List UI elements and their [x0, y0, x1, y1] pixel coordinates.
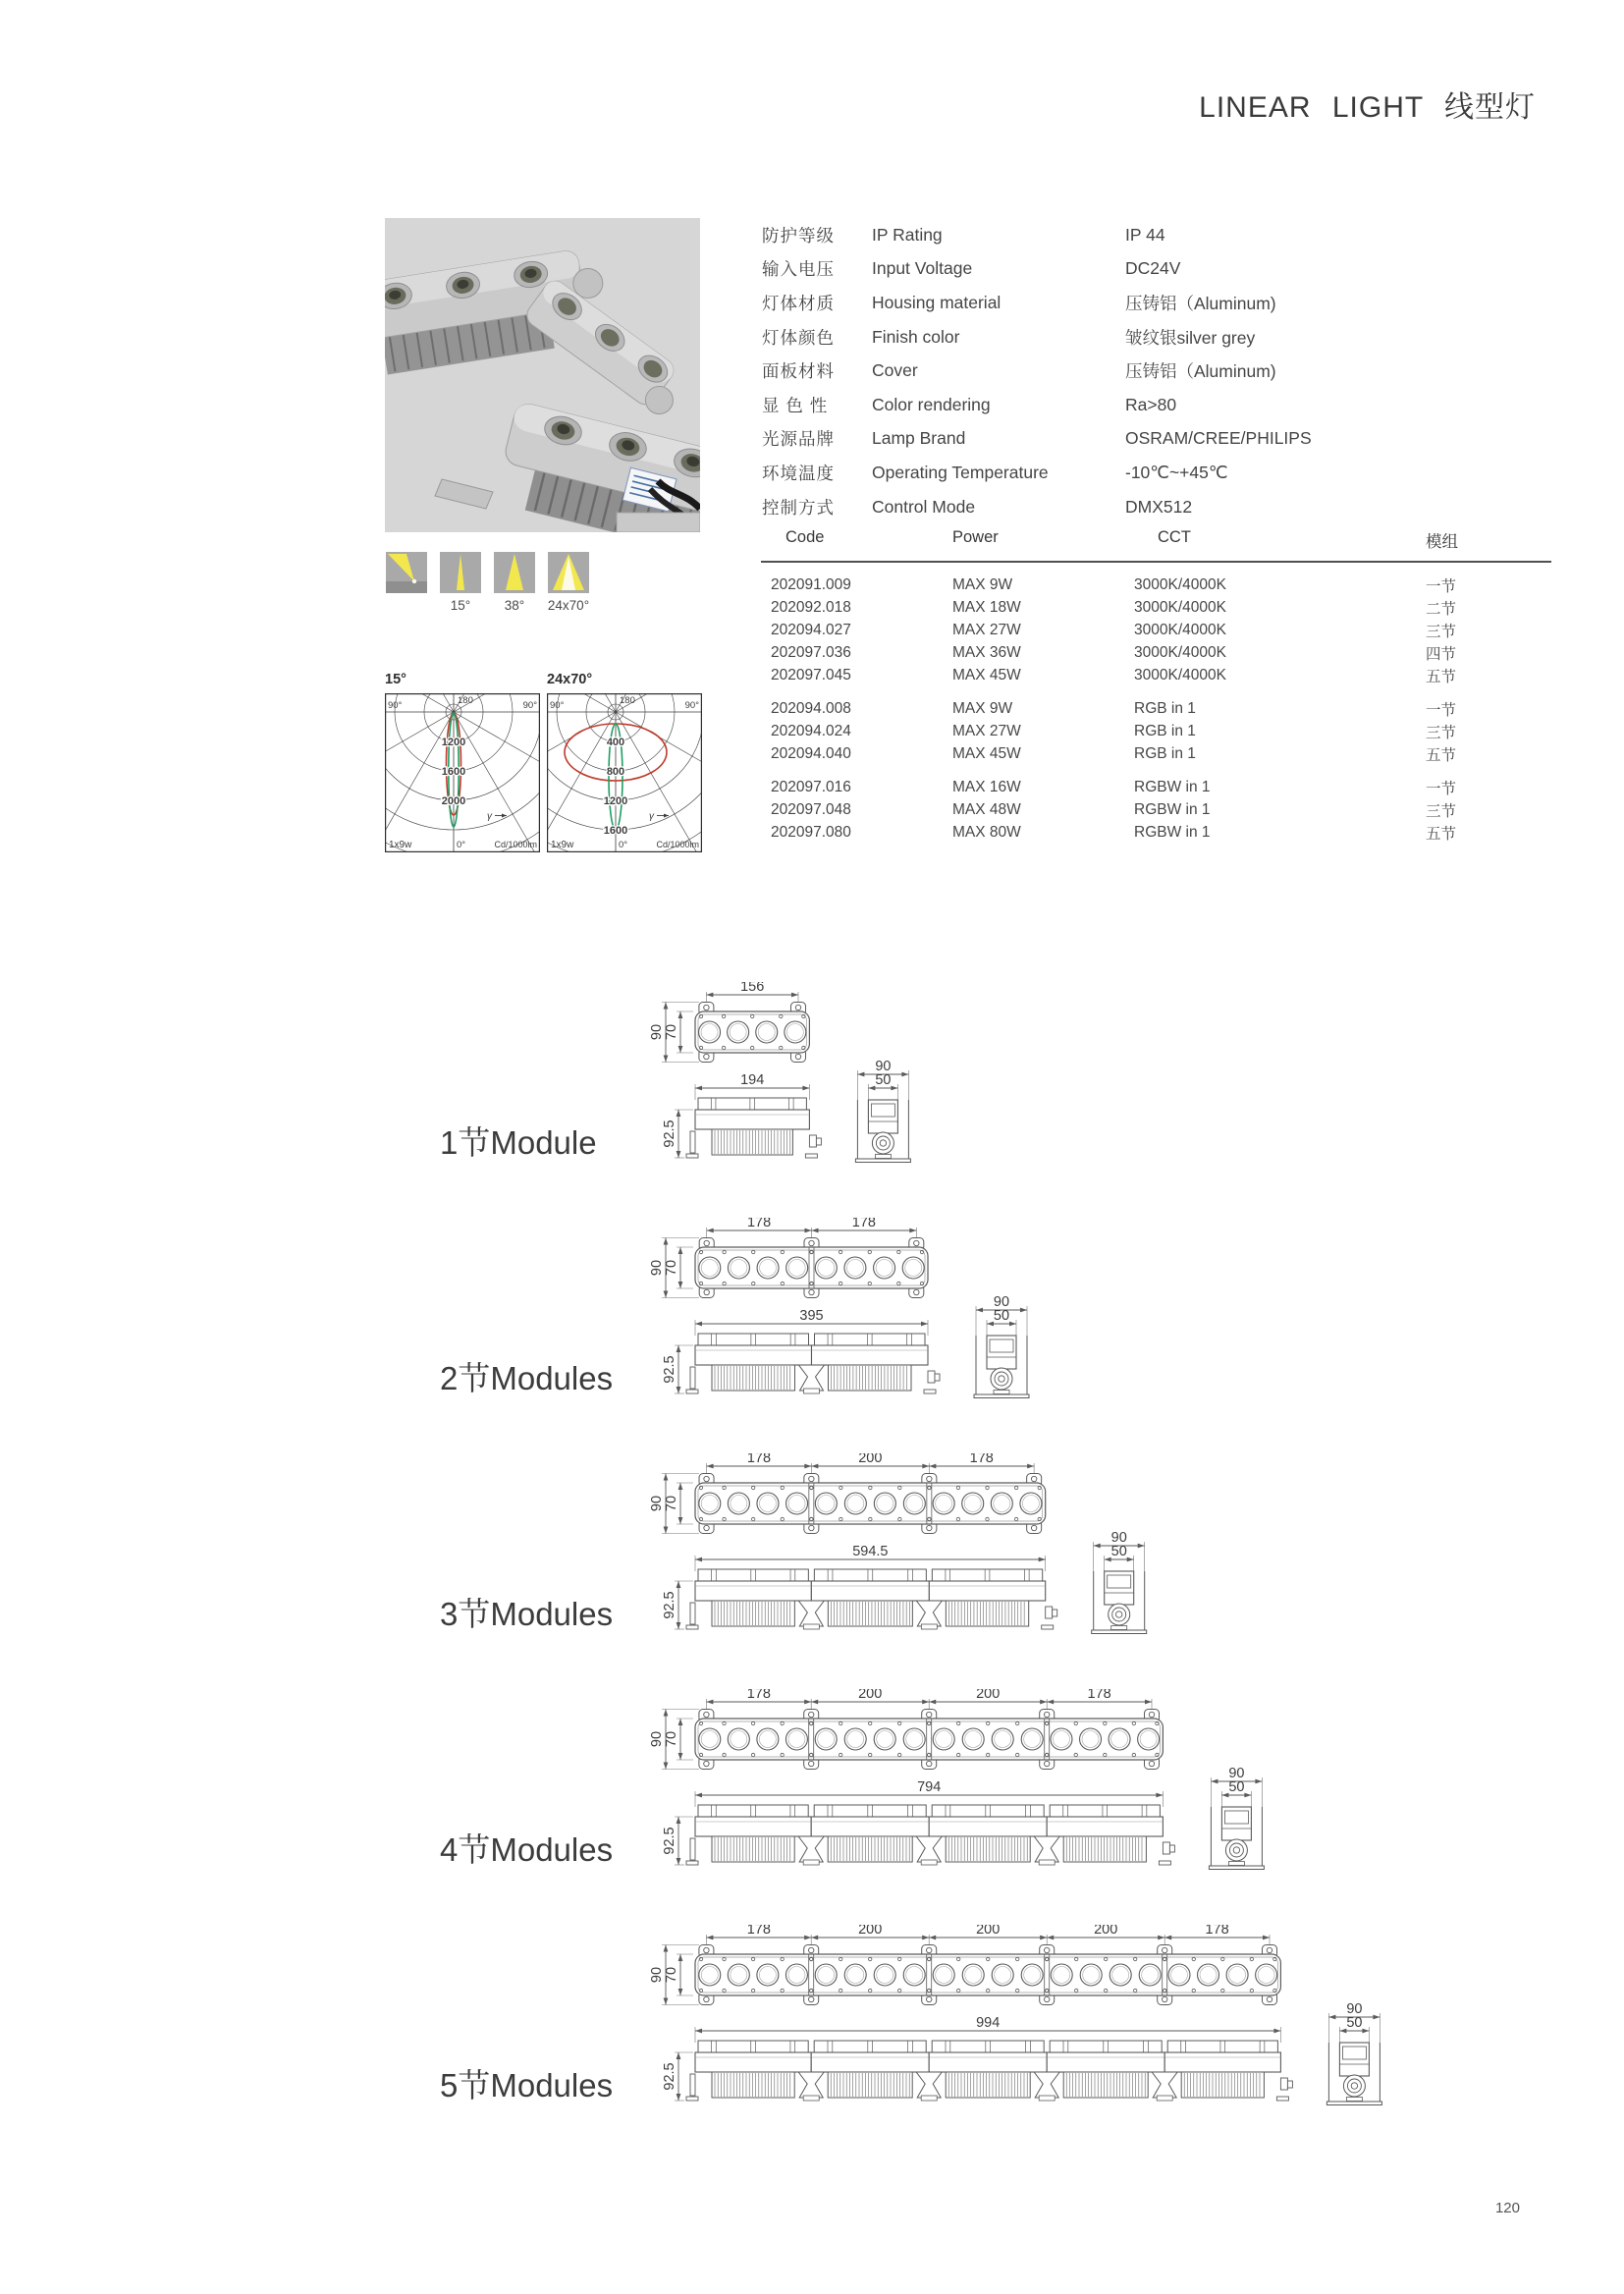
page-number: 120: [1494, 2200, 1520, 2216]
code-cell: 202097.080: [771, 823, 851, 841]
photometric-diagram: [547, 693, 702, 857]
cct-cell: RGB in 1: [1134, 699, 1196, 717]
svg-text:178: 178: [746, 1925, 771, 1938]
spec-value: OSRAM/CREE/PHILIPS: [1125, 428, 1312, 449]
table-header-row: [761, 528, 1551, 563]
spec-row: [751, 422, 1458, 457]
polar-curve-chart: [385, 693, 540, 852]
top-view-drawing: [649, 1925, 1280, 2005]
spec-label-cn: 光源品牌: [762, 429, 835, 450]
svg-text:200: 200: [976, 1925, 1001, 1938]
svg-text:594.5: 594.5: [852, 1544, 889, 1559]
cct-cell: 3000K/4000K: [1134, 643, 1226, 661]
module-cell: 三节: [1426, 724, 1457, 741]
spec-row: [751, 218, 1458, 252]
svg-text:90: 90: [1346, 2001, 1363, 2017]
cct-cell: RGB in 1: [1134, 744, 1196, 762]
power-cell: MAX 80W: [952, 823, 1021, 841]
spec-value: -10℃~+45℃: [1125, 462, 1228, 482]
code-cell: 202097.048: [771, 800, 851, 818]
cct-cell: 3000K/4000K: [1134, 666, 1226, 683]
spec-label-en: Finish color: [872, 326, 960, 347]
beam-angle-icon-38°: [494, 552, 535, 593]
svg-text:178: 178: [746, 1218, 772, 1230]
svg-text:90°: 90°: [684, 700, 699, 711]
svg-text:90: 90: [649, 1495, 665, 1512]
power-cell: MAX 9W: [952, 699, 1013, 717]
svg-text:70: 70: [664, 1730, 679, 1748]
svg-text:70: 70: [664, 1023, 679, 1041]
svg-text:50: 50: [1110, 1544, 1127, 1559]
power-cell: MAX 45W: [952, 744, 1021, 762]
svg-text:90: 90: [993, 1294, 1010, 1310]
svg-text:178: 178: [1087, 1689, 1111, 1702]
spec-label-cn: 灯体颜色: [762, 327, 835, 348]
spec-row: [751, 252, 1458, 287]
side-view-drawing: [974, 1294, 1029, 1398]
code-cell: 202092.018: [771, 598, 851, 616]
code-cell: 202097.045: [771, 666, 851, 683]
spec-label-en: Operating Temperature: [872, 462, 1049, 482]
table-header-power: Power: [952, 528, 999, 546]
svg-text:1x9w: 1x9w: [551, 840, 574, 850]
beam-angle-icon-24x70°: [548, 552, 589, 593]
spec-label-en: Color rendering: [872, 394, 991, 414]
cct-cell: RGB in 1: [1134, 722, 1196, 739]
svg-text:200: 200: [858, 1689, 883, 1702]
code-cell: 202097.036: [771, 643, 851, 661]
svg-text:92.5: 92.5: [662, 1120, 677, 1148]
module-section-label: 1节Module: [440, 1124, 597, 1161]
product-table: [761, 528, 1551, 844]
side-view-drawing: [1326, 2001, 1381, 2105]
svg-text:90°: 90°: [550, 700, 565, 711]
spec-row: [751, 286, 1458, 320]
power-cell: MAX 36W: [952, 643, 1021, 661]
module-section-label: 5节Modules: [440, 2067, 614, 2103]
svg-text:200: 200: [858, 1925, 883, 1938]
svg-text:2000: 2000: [441, 795, 466, 807]
power-cell: MAX 9W: [952, 575, 1013, 593]
spec-label-cn: 面板材料: [762, 361, 835, 382]
side-view-drawing: [1092, 1530, 1147, 1634]
top-view-drawing: [649, 1218, 928, 1298]
spec-value: 皱纹银silver grey: [1125, 327, 1256, 348]
svg-text:50: 50: [1346, 2015, 1363, 2031]
code-cell: 202094.024: [771, 722, 851, 739]
power-cell: MAX 18W: [952, 598, 1021, 616]
beam-angle-label: 15°: [450, 598, 471, 613]
svg-text:794: 794: [917, 1779, 942, 1795]
svg-text:92.5: 92.5: [662, 1827, 677, 1855]
table-header-code: Code: [785, 528, 825, 546]
table-row: [761, 821, 1551, 844]
module-cell: 一节: [1426, 780, 1457, 797]
svg-text:1x9w: 1x9w: [389, 840, 412, 850]
module-cell: 四节: [1426, 645, 1457, 663]
module-cell: 五节: [1426, 668, 1457, 685]
spec-label-en: Control Mode: [872, 496, 976, 517]
power-cell: MAX 27W: [952, 621, 1021, 638]
svg-text:γ: γ: [649, 811, 654, 822]
spec-row: [751, 456, 1458, 490]
beam-angle-label: 24x70°: [547, 598, 590, 613]
cct-cell: RGBW in 1: [1134, 823, 1211, 841]
svg-text:1600: 1600: [603, 825, 628, 837]
svg-text:178: 178: [746, 1453, 772, 1466]
product-photo: [385, 218, 700, 532]
wallwash-beam-icon: [386, 552, 427, 593]
cct-cell: 3000K/4000K: [1134, 598, 1226, 616]
spec-label-en: Cover: [872, 360, 918, 381]
medium-beam-icon: [494, 552, 535, 593]
narrow-beam-icon: [440, 552, 481, 593]
svg-text:70: 70: [664, 1966, 679, 1984]
power-cell: MAX 16W: [952, 778, 1021, 795]
front-view-drawing: [662, 1308, 940, 1393]
svg-text:90: 90: [649, 1023, 665, 1041]
svg-text:0°: 0°: [619, 840, 628, 850]
spec-value: IP 44: [1125, 224, 1165, 245]
svg-text:180: 180: [458, 695, 473, 706]
svg-text:178: 178: [1205, 1925, 1229, 1938]
svg-text:92.5: 92.5: [662, 1355, 677, 1384]
svg-text:92.5: 92.5: [662, 1591, 677, 1619]
module-cell: 三节: [1426, 802, 1457, 820]
svg-text:90: 90: [649, 1966, 665, 1984]
module-drawing-1: [589, 982, 1453, 1171]
front-view-drawing: [662, 1779, 1174, 1865]
module-cell: 五节: [1426, 825, 1457, 843]
cct-cell: 3000K/4000K: [1134, 575, 1226, 593]
module-cell: 一节: [1426, 701, 1457, 719]
svg-text:200: 200: [976, 1689, 1001, 1702]
svg-text:400: 400: [606, 737, 625, 748]
svg-text:90°: 90°: [388, 700, 403, 711]
code-cell: 202094.040: [771, 744, 851, 762]
svg-text:200: 200: [1094, 1925, 1118, 1938]
spec-value: Ra>80: [1125, 394, 1177, 414]
table-row: [761, 720, 1551, 742]
svg-text:1200: 1200: [441, 737, 466, 748]
spec-label-en: IP Rating: [872, 224, 943, 245]
svg-text:70: 70: [664, 1259, 679, 1277]
spec-label-en: Lamp Brand: [872, 428, 966, 449]
spec-row: [751, 388, 1458, 422]
svg-text:180: 180: [620, 695, 635, 706]
spec-label-cn: 控制方式: [762, 497, 835, 518]
beam-angle-icon-15°: [440, 552, 481, 593]
beam-angle-label: 38°: [504, 598, 525, 613]
spec-value: DMX512: [1125, 496, 1193, 517]
front-view-drawing: [662, 2015, 1292, 2101]
svg-text:178: 178: [969, 1453, 994, 1466]
spec-label-cn: 灯体材质: [762, 293, 835, 313]
svg-text:1600: 1600: [441, 766, 466, 778]
spec-label-en: Input Voltage: [872, 258, 973, 279]
module-cell: 三节: [1426, 623, 1457, 640]
polar-curve-chart: [547, 693, 702, 852]
spec-label-cn: 显 色 性: [762, 395, 829, 415]
svg-text:156: 156: [740, 982, 765, 995]
table-group: [761, 697, 1551, 765]
svg-text:800: 800: [606, 766, 625, 778]
svg-text:92.5: 92.5: [662, 2062, 677, 2091]
svg-text:50: 50: [875, 1072, 892, 1088]
front-view-drawing: [662, 1544, 1057, 1629]
beam-angle-icon-wallwash: [386, 552, 427, 593]
module-drawing-2: [589, 1218, 1453, 1406]
code-cell: 202091.009: [771, 575, 851, 593]
module-drawing-4: [589, 1689, 1453, 1878]
wide-beam-icon: [548, 552, 589, 593]
svg-text:178: 178: [851, 1218, 877, 1230]
svg-text:994: 994: [976, 2015, 1001, 2031]
svg-text:γ: γ: [487, 811, 492, 822]
table-group: [761, 776, 1551, 844]
side-view-drawing: [1209, 1766, 1264, 1870]
top-view-drawing: [649, 1453, 1046, 1534]
cct-cell: 3000K/4000K: [1134, 621, 1226, 638]
spec-label-cn: 环境温度: [762, 463, 835, 483]
spec-list: [751, 218, 1458, 523]
table-row: [761, 798, 1551, 821]
cct-cell: RGBW in 1: [1134, 800, 1211, 818]
table-row: [761, 596, 1551, 619]
power-cell: MAX 45W: [952, 666, 1021, 683]
photometric-title: 24x70°: [547, 672, 593, 687]
module-drawing-5: [589, 1925, 1453, 2113]
spec-label-en: Housing material: [872, 292, 1001, 312]
spec-label-cn: 输入电压: [762, 259, 835, 280]
module-cell: 五节: [1426, 746, 1457, 764]
svg-text:90: 90: [649, 1259, 665, 1277]
table-header-module: 模组: [1426, 533, 1458, 551]
table-row: [761, 742, 1551, 765]
table-row: [761, 697, 1551, 720]
module-drawing-3: [589, 1453, 1453, 1642]
table-row: [761, 641, 1551, 664]
spec-value: 压铸铝（Aluminum): [1125, 293, 1276, 313]
table-row: [761, 776, 1551, 798]
page-title: LINEAR LIGHT 线型灯: [1199, 91, 1536, 124]
spec-value: 压铸铝（Aluminum): [1125, 361, 1276, 382]
code-cell: 202094.008: [771, 699, 851, 717]
svg-text:90°: 90°: [522, 700, 537, 711]
svg-text:200: 200: [858, 1453, 883, 1466]
spec-value: DC24V: [1125, 258, 1181, 279]
svg-text:50: 50: [1228, 1779, 1245, 1795]
spec-row: [751, 320, 1458, 355]
svg-text:70: 70: [664, 1495, 679, 1512]
svg-text:Cd/1000lm: Cd/1000lm: [494, 840, 537, 849]
svg-text:178: 178: [746, 1689, 771, 1702]
module-cell: 二节: [1426, 600, 1457, 618]
svg-text:50: 50: [993, 1308, 1010, 1324]
module-section-label: 3节Modules: [440, 1596, 614, 1632]
side-view-drawing: [855, 1059, 910, 1163]
table-header-cct: CCT: [1158, 528, 1191, 546]
code-cell: 202097.016: [771, 778, 851, 795]
top-view-drawing: [649, 982, 809, 1063]
spec-label-cn: 防护等级: [762, 225, 835, 246]
code-cell: 202094.027: [771, 621, 851, 638]
power-cell: MAX 48W: [952, 800, 1021, 818]
module-section-label: 4节Modules: [440, 1831, 614, 1868]
spec-row: [751, 490, 1458, 524]
svg-text:Cd/1000lm: Cd/1000lm: [656, 840, 699, 849]
svg-text:0°: 0°: [457, 840, 466, 850]
module-section-label: 2节Modules: [440, 1360, 614, 1396]
table-group: [761, 574, 1551, 686]
svg-text:1200: 1200: [603, 795, 628, 807]
svg-text:90: 90: [875, 1059, 892, 1074]
table-row: [761, 664, 1551, 686]
photometric-diagram: [385, 693, 540, 857]
table-row: [761, 619, 1551, 641]
front-view-drawing: [662, 1072, 821, 1158]
svg-text:90: 90: [1110, 1530, 1127, 1546]
top-view-drawing: [649, 1689, 1163, 1770]
svg-text:90: 90: [1228, 1766, 1245, 1781]
table-row: [761, 574, 1551, 596]
svg-text:90: 90: [649, 1730, 665, 1748]
module-cell: 一节: [1426, 577, 1457, 595]
photometric-title: 15°: [385, 672, 406, 687]
power-cell: MAX 27W: [952, 722, 1021, 739]
beam-angle-icons: [386, 552, 641, 621]
cct-cell: RGBW in 1: [1134, 778, 1211, 795]
spec-row: [751, 354, 1458, 388]
svg-text:395: 395: [799, 1308, 824, 1324]
svg-text:194: 194: [740, 1072, 765, 1088]
product-photo-illustration: [385, 218, 700, 532]
